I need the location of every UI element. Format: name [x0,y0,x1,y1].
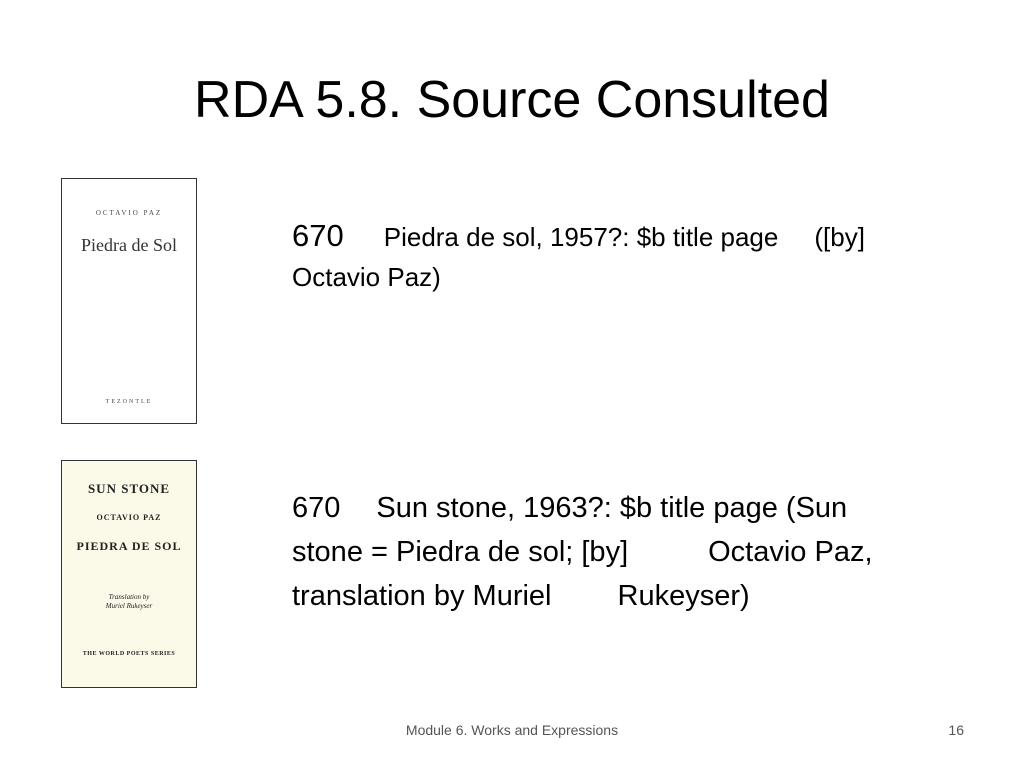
cover-publisher: TEZONTLE [105,399,153,405]
cover-series: THE WORLD POETS SERIES [82,651,176,657]
entry-text: stone = Piedra de sol; [by] [292,536,629,568]
slide-title: RDA 5.8. Source Consulted [194,71,830,129]
entry-line [292,214,972,259]
book-cover-sun-stone [61,460,197,688]
cover-author: OCTAVIO PAZ [95,209,163,217]
marc-670-entry [292,214,972,295]
page-number: 16 [948,722,964,738]
cover-subtitle: PIEDRA DE SOL [76,539,182,553]
marc-670-entry [292,486,972,618]
cover-translation-credit [62,593,196,611]
cover-translation-line: Translation by [108,593,150,601]
cover-title: SUN STONE [87,481,171,496]
entry-text: translation by Muriel [292,580,552,612]
entry-line [292,530,972,574]
entry-text: ([by] [814,222,865,252]
book-cover-piedra-de-sol [61,178,197,424]
entry-text: Octavio Paz, [708,536,873,568]
slide-footer: Module 6. Works and Expressions [405,722,619,738]
entry-text: Rukeyser) [617,580,750,612]
entry-text: Octavio Paz) [292,262,441,292]
cover-translation-line: Muriel Rukeyser [105,602,153,610]
cover-author: OCTAVIO PAZ [96,513,162,522]
cover-title: Piedra de Sol [81,235,177,255]
marc-tag: 670 [292,218,344,253]
entry-text: Sun stone, 1963?: $b title page (Sun [376,492,848,524]
entry-line [292,574,972,618]
entry-line [292,486,972,530]
entry-text: Piedra de sol, 1957?: $b title page [383,222,779,252]
marc-tag: 670 [292,492,341,524]
